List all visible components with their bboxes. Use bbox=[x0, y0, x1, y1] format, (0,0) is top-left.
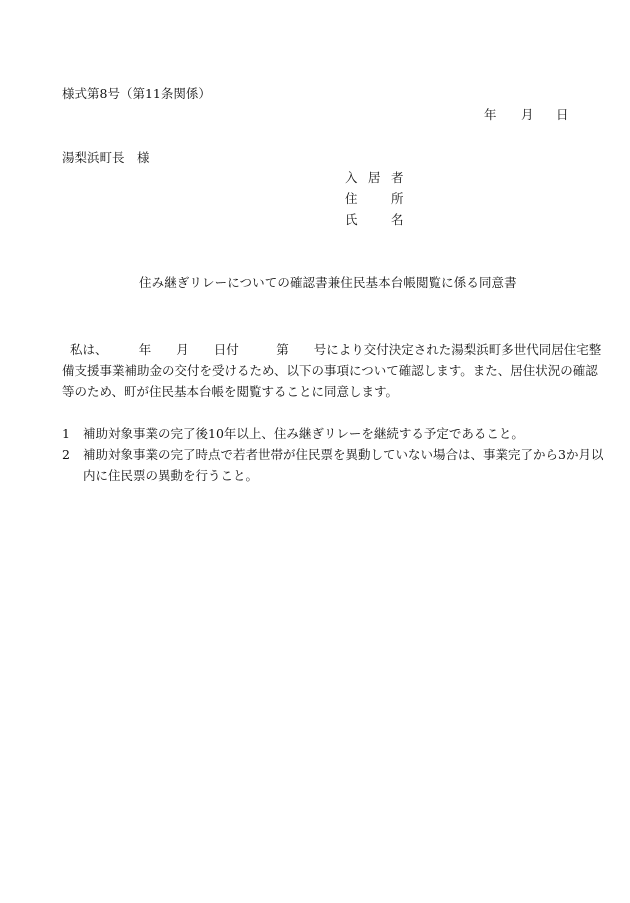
body-line: 備支援事業補助金の交付を受けるため、以下の事項について確認します。また、居住状況の確認 bbox=[62, 363, 598, 378]
addressee: 湯梨浜町長 様 bbox=[62, 150, 150, 165]
item-number: 1 bbox=[62, 426, 70, 441]
item-text: 補助対象事業の完了後10年以上、住み継ぎリレーを継続する予定であること。 bbox=[83, 426, 524, 441]
date-day-label: 日 bbox=[556, 107, 569, 122]
resident-char-2: 居 bbox=[368, 170, 381, 185]
resident-char-3: 者 bbox=[391, 170, 404, 185]
address-char-2: 所 bbox=[391, 191, 404, 206]
item-text: 補助対象事業の完了時点で若者世帯が住民票を異動していない場合は、事業完了から3か月以 bbox=[83, 447, 604, 462]
date-month-label: 月 bbox=[521, 107, 534, 122]
date-year-label: 年 bbox=[484, 107, 497, 122]
body-line: 等のため、町が住民基本台帳を閲覧することに同意します。 bbox=[62, 384, 399, 399]
item-number: 2 bbox=[62, 447, 70, 462]
body-line: 私は、 年 月 日付 第 号により交付決定された湯梨浜町多世代同居住宅整 bbox=[70, 342, 602, 357]
address-char-1: 住 bbox=[345, 191, 358, 206]
name-char-1: 氏 bbox=[345, 212, 358, 227]
document-title: 住み継ぎリレーについての確認書兼住民基本台帳閲覧に係る同意書 bbox=[139, 275, 517, 290]
resident-char-1: 入 bbox=[345, 170, 358, 185]
item-text: 内に住民票の異動を行うこと。 bbox=[83, 468, 259, 483]
name-char-2: 名 bbox=[391, 212, 404, 227]
form-number: 様式第8号（第11条関係） bbox=[62, 86, 211, 101]
